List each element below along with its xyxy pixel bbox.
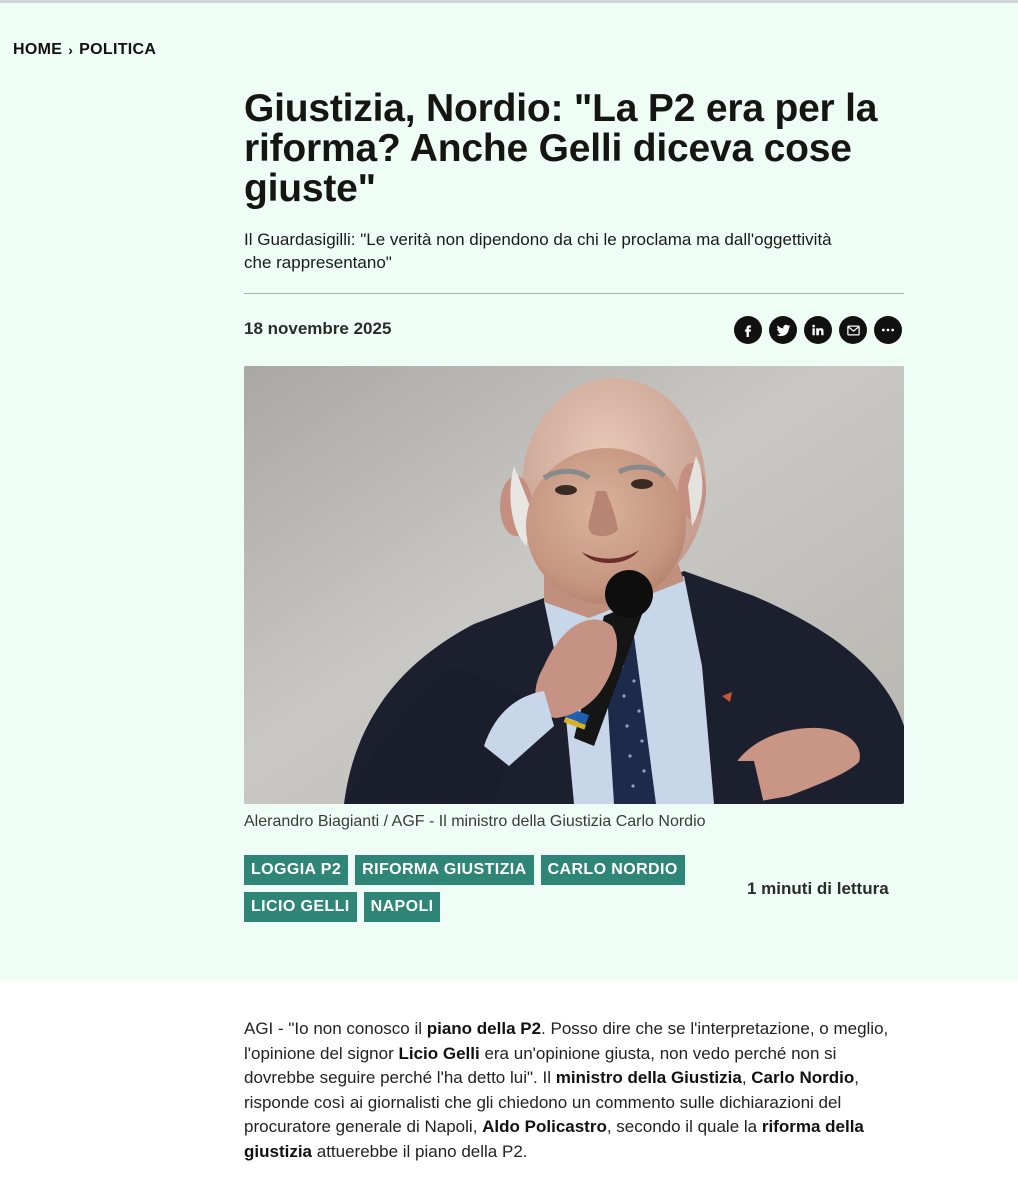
tag-riforma-giustizia[interactable]: RIFORMA GIUSTIZIA bbox=[355, 855, 533, 885]
tag-carlo-nordio[interactable]: CARLO NORDIO bbox=[541, 855, 685, 885]
body-text-run: era un'opinione giusta, non vedo perché non si dovrebbe seguire perché l'ha detto lui". Il bbox=[244, 1043, 837, 1087]
body-text-run: , risponde così ai giornalisti che gli chiedono un commento sulle dichiarazioni del procuratore generale di Napoli, bbox=[244, 1068, 859, 1136]
facebook-icon bbox=[741, 323, 755, 337]
linkedin-icon bbox=[811, 323, 825, 337]
article-title: Giustizia, Nordio: "La P2 era per la riforma? Anche Gelli diceva cose giuste" bbox=[244, 87, 878, 210]
divider bbox=[244, 293, 904, 294]
breadcrumb bbox=[13, 41, 156, 59]
tag-licio-gelli[interactable]: LICIO GELLI bbox=[244, 892, 357, 922]
tag-loggia-p2[interactable]: LOGGIA P2 bbox=[244, 855, 348, 885]
breadcrumb-home[interactable]: HOME bbox=[13, 41, 63, 58]
article-photo bbox=[244, 366, 904, 804]
linkedin-share-button[interactable] bbox=[804, 316, 832, 344]
body-text-run: AGI - "Io non conosco il bbox=[244, 1019, 427, 1038]
body-bold-text: piano della P2 bbox=[426, 1019, 542, 1038]
twitter-share-button[interactable] bbox=[769, 316, 797, 344]
body-bold-text: Carlo Nordio bbox=[751, 1068, 855, 1087]
more-icon bbox=[880, 322, 896, 338]
body-bold-text: Aldo Policastro bbox=[482, 1117, 607, 1136]
more-share-button[interactable] bbox=[874, 316, 902, 344]
body-text-run: attuerebbe il piano della P2. bbox=[312, 1141, 528, 1161]
reading-time: 1 minuti di lettura bbox=[747, 879, 889, 898]
article-header bbox=[0, 3, 1018, 981]
email-share-button[interactable] bbox=[839, 316, 867, 344]
body-bold-text: riforma della giustizia bbox=[244, 1117, 864, 1161]
body-bold-text: ministro della Giustizia bbox=[555, 1068, 742, 1087]
body-text-run: , secondo il quale la bbox=[606, 1117, 762, 1136]
article-subtitle: Il Guardasigilli: "Le verità non dipendono da chi le proclama ma dall'oggettività che rappresentano" bbox=[244, 230, 832, 272]
body-bold-text: Licio Gelli bbox=[398, 1043, 480, 1063]
facebook-share-button[interactable] bbox=[734, 316, 762, 344]
article-date: 18 novembre 2025 bbox=[244, 319, 392, 338]
article-body bbox=[244, 1017, 904, 1164]
body-text-run: . Posso dire che se l'interpretazione, o meglio, l'opinione del signor bbox=[244, 1019, 889, 1063]
tag-list bbox=[244, 855, 724, 922]
breadcrumb-separator: › bbox=[68, 42, 74, 58]
body-text-run: , bbox=[741, 1068, 752, 1087]
photo-caption: Alerandro Biagianti / AGF - Il ministro della Giustizia Carlo Nordio bbox=[244, 813, 706, 830]
email-icon bbox=[846, 323, 861, 338]
tag-napoli[interactable]: NAPOLI bbox=[364, 892, 441, 922]
share-bar bbox=[734, 316, 902, 344]
breadcrumb-section[interactable]: POLITICA bbox=[79, 41, 157, 58]
twitter-icon bbox=[776, 323, 791, 338]
